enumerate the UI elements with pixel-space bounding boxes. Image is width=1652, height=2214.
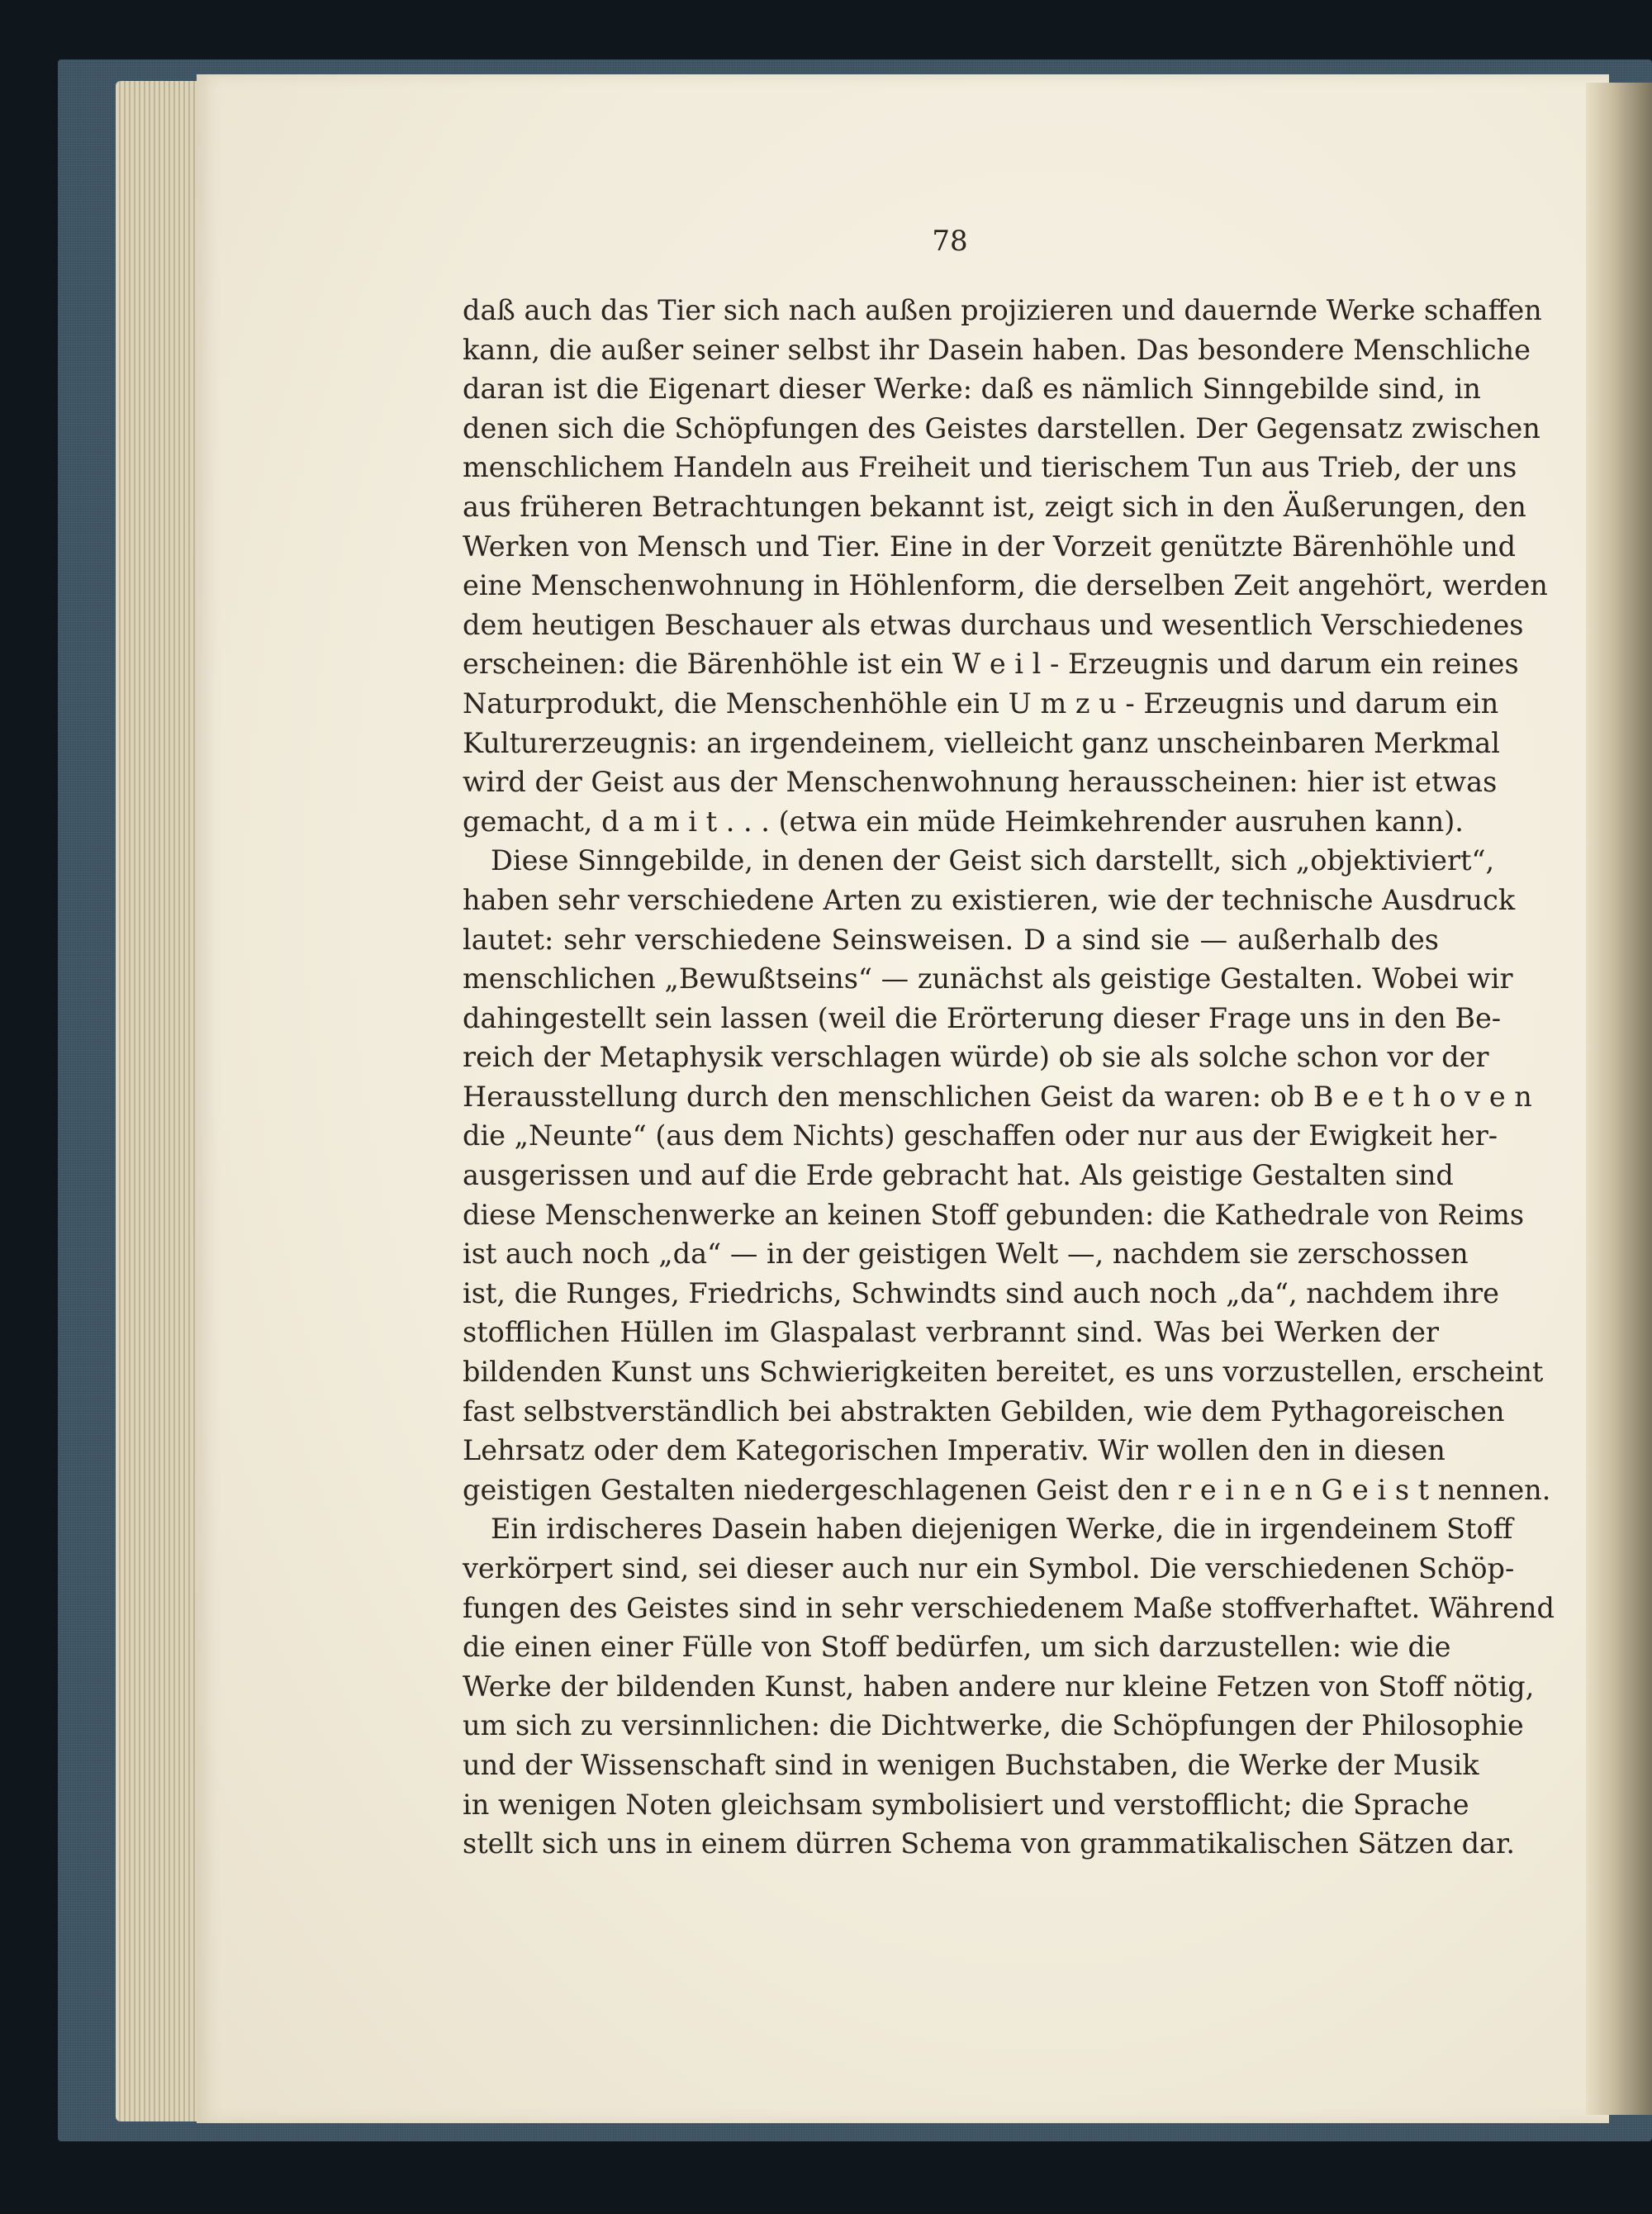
text-line: stofflichen Hüllen im Glaspalast verbrannt sind. Was bei Werken der (463, 1316, 1439, 1349)
text-line: menschlichen „Bewußtseins“ — zunächst als geistige Gestalten. Wobei wir (463, 962, 1513, 995)
text-line: denen sich die Schöpfungen des Geistes darstellen. Der Gegensatz zwischen (463, 411, 1540, 444)
book-gutter (1586, 83, 1652, 2115)
text-line: ist, die Runges, Friedrichs, Schwindts sind auch noch „da“, nachdem ihre (463, 1276, 1499, 1309)
text-line: daran ist die Eigenart dieser Werke: daß es nämlich Sinngebilde sind, in (463, 373, 1481, 406)
text-line: aus früheren Betrachtungen bekannt ist, zeigt sich in den Äußerungen, den (463, 490, 1526, 523)
text-line: stellt sich uns in einem dürren Schema von grammatikalischen Sätzen dar. (463, 1827, 1515, 1860)
text-line: Diese Sinngebilde, in denen der Geist sich darstellt, sich „objektiviert“, (491, 844, 1495, 877)
text-line: und der Wissenschaft sind in wenigen Buchstaben, die Werke der Musik (463, 1748, 1479, 1781)
text-line: geistigen Gestalten niedergeschlagenen Geist den r e i n e n G e i s t nennen. (463, 1473, 1551, 1506)
page-edges (116, 81, 206, 2121)
text-line: daß auch das Tier sich nach außen projizieren und dauernde Werke schaffen (463, 294, 1542, 326)
text-line: bildenden Kunst uns Schwierigkeiten bereitet, es uns vorzustellen, erscheint (463, 1356, 1544, 1389)
text-line: Ein irdischeres Dasein haben diejenigen Werke, die in irgendeinem Stoff (491, 1513, 1513, 1546)
text-line: ist auch noch „da“ — in der geistigen Welt —, nachdem sie zerschossen (463, 1238, 1469, 1271)
text-line: Kulturerzeugnis: an irgendeinem, vielleicht ganz unscheinbaren Merkmal (463, 726, 1500, 759)
text-line: diese Menschenwerke an keinen Stoff gebunden: die Kathedrale von Reims (463, 1198, 1525, 1231)
text-line: erscheinen: die Bärenhöhle ist ein W e i l - Erzeugnis und darum ein reines (463, 648, 1519, 681)
text-line: Lehrsatz oder dem Kategorischen Imperativ. Wir wollen den in diesen (463, 1434, 1446, 1467)
text-line: wird der Geist aus der Menschenwohnung herausscheinen: hier ist etwas (463, 766, 1498, 799)
text-line: um sich zu versinnlichen: die Dichtwerke, die Schöpfungen der Philosophie (463, 1709, 1524, 1742)
text-line: Herausstellung durch den menschlichen Geist da waren: ob B e e t h o v e n (463, 1080, 1532, 1113)
text-line: kann, die außer seiner selbst ihr Dasein haben. Das besondere Menschliche (463, 333, 1531, 366)
text-line: die „Neunte“ (aus dem Nichts) geschaffen oder nur aus der Ewigkeit her- (463, 1119, 1498, 1152)
text-line: dem heutigen Beschauer als etwas durchaus und wesentlich Verschiedenes (463, 608, 1524, 641)
text-line: fungen des Geistes sind in sehr verschiedenem Maße stoffverhaftet. Während (463, 1591, 1555, 1624)
text-line: Naturprodukt, die Menschenhöhle ein U m z u - Erzeugnis und darum ein (463, 687, 1499, 720)
text-line: Werke der bildenden Kunst, haben andere nur kleine Fetzen von Stoff nötig, (463, 1670, 1535, 1703)
body-text (463, 291, 1555, 1864)
text-line: in wenigen Noten gleichsam symbolisiert und verstofflicht; die Sprache (463, 1788, 1469, 1821)
text-line: fast selbstverständlich bei abstrakten Gebilden, wie dem Pythagoreischen (463, 1394, 1505, 1428)
page-number: 78 (932, 225, 968, 258)
text-line: eine Menschenwohnung in Höhlenform, die derselben Zeit angehört, werden (463, 569, 1548, 602)
text-line: reich der Metaphysik verschlagen würde) ob sie als solche schon vor der (463, 1041, 1489, 1074)
text-line: menschlichem Handeln aus Freiheit und tierischem Tun aus Trieb, der uns (463, 451, 1517, 484)
text-line: verkörpert sind, sei dieser auch nur ein Symbol. Die verschiedenen Schöp- (463, 1552, 1515, 1584)
text-line: Werken von Mensch und Tier. Eine in der Vorzeit genützte Bärenhöhle und (463, 530, 1517, 563)
text-line: lautet: sehr verschiedene Seinsweisen. D a sind sie — außerhalb des (463, 923, 1439, 956)
text-line: die einen einer Fülle von Stoff bedürfen, um sich darzustellen: wie die (463, 1631, 1451, 1664)
text-line: haben sehr verschiedene Arten zu existieren, wie der technische Ausdruck (463, 883, 1516, 916)
text-line: ausgerissen und auf die Erde gebracht hat. Als geistige Gestalten sind (463, 1159, 1454, 1192)
text-line: dahingestellt sein lassen (weil die Erörterung dieser Frage uns in den Be- (463, 1001, 1502, 1034)
text-line: gemacht, d a m i t . . . (etwa ein müde Heimkehrender ausruhen kann). (463, 805, 1464, 838)
